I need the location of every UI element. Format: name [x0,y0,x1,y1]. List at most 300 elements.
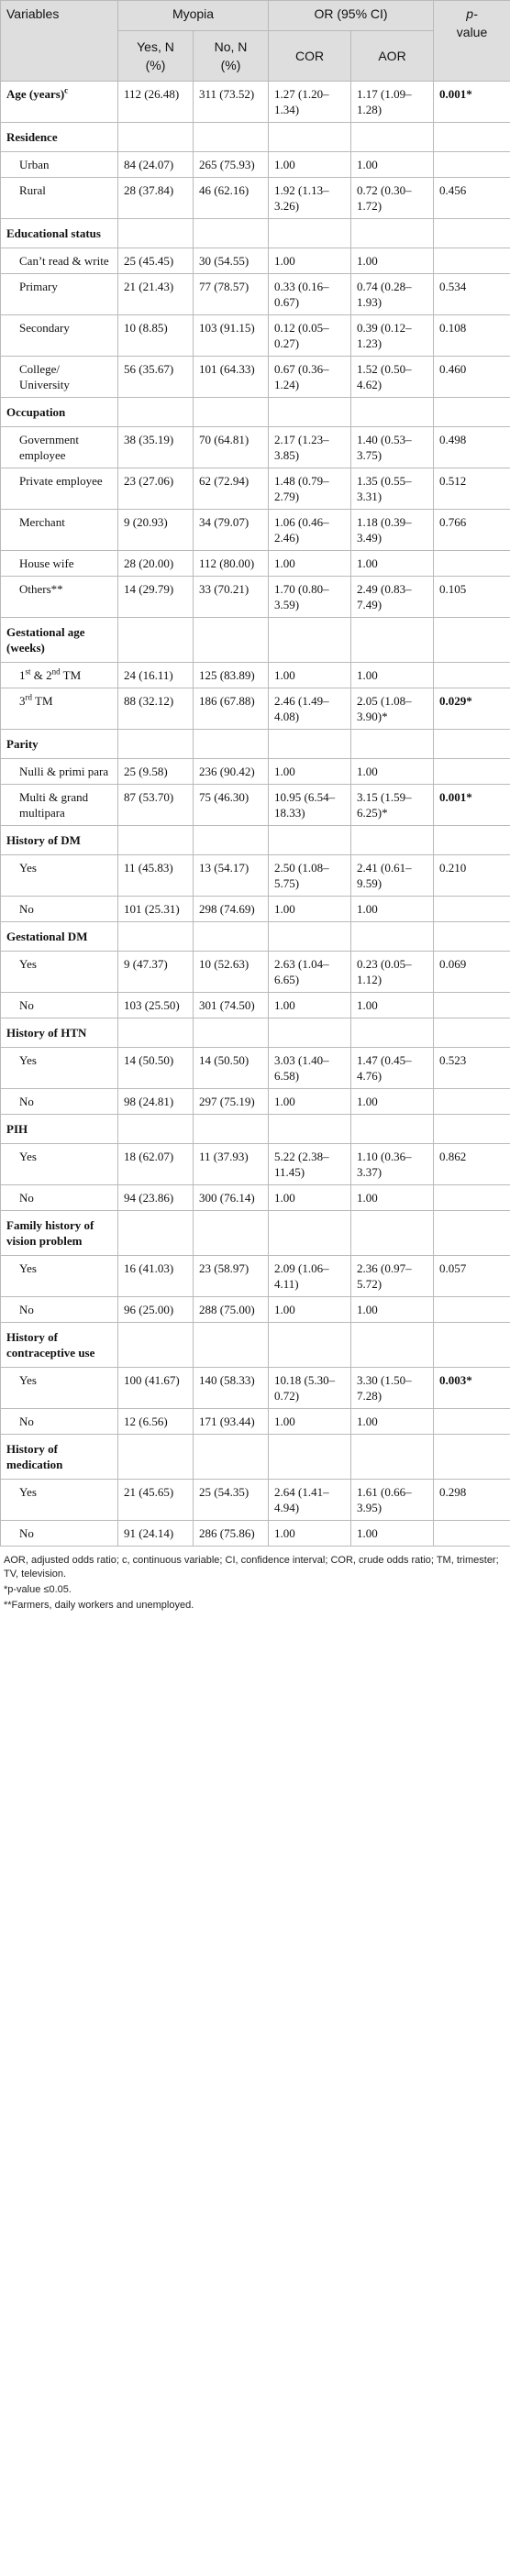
empty-cell [351,123,434,152]
variable-label: Urban [1,152,118,178]
myopia-no-value: 34 (79.07) [194,510,269,551]
variable-label: Yes [1,1368,118,1409]
table-row [1,468,510,510]
pvalue [434,1185,510,1211]
pvalue: 0.003* [434,1368,510,1409]
pvalue: 0.029* [434,688,510,730]
pvalue: 0.456 [434,178,510,219]
table-row [1,1521,510,1547]
ordinal-sup: nd [51,666,61,677]
table-category-row [1,398,510,427]
empty-cell [269,1018,351,1048]
cor-value: 1.06 (0.46–2.46) [269,510,351,551]
myopia-no-value: 288 (75.00) [194,1297,269,1323]
variable-label: No [1,1185,118,1211]
myopia-yes-value: 87 (53.70) [118,785,194,826]
table-row [1,357,510,398]
empty-cell [118,1018,194,1048]
pvalue: 0.298 [434,1480,510,1521]
empty-cell [434,1323,510,1368]
table-row [1,551,510,577]
myopia-no-value: 62 (72.94) [194,468,269,510]
category-label: Educational status [1,219,118,248]
category-label: History of HTN [1,1018,118,1048]
variable-label: College/ University [1,357,118,398]
myopia-yes-value: 14 (50.50) [118,1048,194,1089]
cor-value: 5.22 (2.38–11.45) [269,1144,351,1185]
pvalue [434,1409,510,1435]
table-row [1,855,510,897]
header-or-ci: OR (95% CI) [269,1,434,31]
myopia-yes-value: 23 (27.06) [118,468,194,510]
myopia-yes-value: 88 (32.12) [118,688,194,730]
category-label: Gestational DM [1,922,118,952]
table-category-row [1,219,510,248]
variable-label: Rural [1,178,118,219]
empty-cell [434,618,510,663]
cor-value: 1.00 [269,1297,351,1323]
cor-value: 1.00 [269,1089,351,1115]
myopia-yes-value: 112 (26.48) [118,82,194,123]
aor-value: 3.15 (1.59–6.25)* [351,785,434,826]
table-category-row [1,1211,510,1256]
category-label: Residence [1,123,118,152]
empty-cell [351,826,434,855]
variable-label: Multi & grand multipara [1,785,118,826]
table-row [1,993,510,1018]
myopia-no-value: 125 (83.89) [194,663,269,688]
aor-value: 2.05 (1.08–3.90)* [351,688,434,730]
variable-label: Yes [1,1048,118,1089]
empty-cell [351,1323,434,1368]
variable-label: No [1,1297,118,1323]
aor-value: 1.00 [351,248,434,274]
table-row [1,510,510,551]
pvalue: 0.210 [434,855,510,897]
myopia-yes-value: 25 (45.45) [118,248,194,274]
aor-value: 1.18 (0.39–3.49) [351,510,434,551]
myopia-no-value: 46 (62.16) [194,178,269,219]
aor-value: 1.00 [351,759,434,785]
cor-value: 2.09 (1.06–4.11) [269,1256,351,1297]
cor-value: 1.00 [269,248,351,274]
aor-value: 1.00 [351,1185,434,1211]
table-row [1,315,510,357]
myopia-no-value: 23 (58.97) [194,1256,269,1297]
myopia-no-value: 75 (46.30) [194,785,269,826]
empty-cell [269,1323,351,1368]
cor-value: 2.17 (1.23–3.85) [269,427,351,468]
table-row [1,1185,510,1211]
table-row [1,952,510,993]
variable-label: Government employee [1,427,118,468]
empty-cell [351,398,434,427]
myopia-yes-value: 101 (25.31) [118,897,194,922]
myopia-no-value: 11 (37.93) [194,1144,269,1185]
variable-label: No [1,993,118,1018]
header-pvalue [434,1,510,82]
empty-cell [269,219,351,248]
myopia-no-value: 286 (75.86) [194,1521,269,1547]
cor-value: 1.27 (1.20–1.34) [269,82,351,123]
table-row [1,1256,510,1297]
variable-label: Others** [1,577,118,618]
myopia-no-value: 311 (73.52) [194,82,269,123]
cor-value: 1.00 [269,663,351,688]
table-row [1,82,510,123]
variable-label: Yes [1,855,118,897]
empty-cell [351,730,434,759]
category-label: Parity [1,730,118,759]
myopia-no-value: 236 (90.42) [194,759,269,785]
cor-value: 1.00 [269,993,351,1018]
empty-cell [434,398,510,427]
myopia-no-value: 30 (54.55) [194,248,269,274]
aor-value: 3.30 (1.50–7.28) [351,1368,434,1409]
cor-value: 1.48 (0.79–2.79) [269,468,351,510]
myopia-yes-value: 21 (45.65) [118,1480,194,1521]
myopia-yes-value: 91 (24.14) [118,1521,194,1547]
empty-cell [118,123,194,152]
cor-value: 10.95 (6.54–18.33) [269,785,351,826]
aor-value: 1.00 [351,1089,434,1115]
pvalue: 0.105 [434,577,510,618]
category-label: History of DM [1,826,118,855]
aor-value: 1.52 (0.50–4.62) [351,357,434,398]
cor-value: 1.70 (0.80–3.59) [269,577,351,618]
empty-cell [194,618,269,663]
empty-cell [434,1211,510,1256]
myopia-no-value: 10 (52.63) [194,952,269,993]
empty-cell [351,1115,434,1144]
pvalue: 0.498 [434,427,510,468]
myopia-yes-value: 38 (35.19) [118,427,194,468]
table-row [1,688,510,730]
header-no-n [194,31,269,82]
table-category-row [1,1435,510,1480]
table-row [1,785,510,826]
pvalue [434,663,510,688]
table-row [1,1480,510,1521]
label-sup: c [64,85,69,95]
empty-cell [118,398,194,427]
aor-value: 1.00 [351,1521,434,1547]
variable-label: No [1,1521,118,1547]
myopia-no-value: 297 (75.19) [194,1089,269,1115]
cor-value: 3.03 (1.40–6.58) [269,1048,351,1089]
variable-label: No [1,897,118,922]
myopia-no-value: 140 (58.33) [194,1368,269,1409]
aor-value: 0.39 (0.12–1.23) [351,315,434,357]
empty-cell [351,922,434,952]
pvalue: 0.069 [434,952,510,993]
myopia-yes-value: 25 (9.58) [118,759,194,785]
empty-cell [434,123,510,152]
header-cor: COR [269,31,351,82]
table-category-row [1,618,510,663]
header-no-pct: (%) [220,58,241,72]
empty-cell [269,1435,351,1480]
myopia-yes-value: 12 (6.56) [118,1409,194,1435]
cor-value: 2.50 (1.08–5.75) [269,855,351,897]
empty-cell [194,1211,269,1256]
table-row [1,1368,510,1409]
aor-value: 1.40 (0.53–3.75) [351,427,434,468]
empty-cell [194,730,269,759]
aor-value: 1.00 [351,152,434,178]
myopia-no-value: 13 (54.17) [194,855,269,897]
header-myopia: Myopia [118,1,269,31]
table-category-row [1,826,510,855]
empty-cell [269,922,351,952]
myopia-yes-value: 28 (37.84) [118,178,194,219]
myopia-no-value: 171 (93.44) [194,1409,269,1435]
table-category-row [1,1323,510,1368]
myopia-yes-value: 98 (24.81) [118,1089,194,1115]
myopia-no-value: 112 (80.00) [194,551,269,577]
aor-value: 1.00 [351,663,434,688]
empty-cell [118,1323,194,1368]
myopia-yes-value: 10 (8.85) [118,315,194,357]
myopia-no-value: 301 (74.50) [194,993,269,1018]
empty-cell [351,1018,434,1048]
myopia-yes-value: 84 (24.07) [118,152,194,178]
empty-cell [118,730,194,759]
myopia-no-value: 298 (74.69) [194,897,269,922]
empty-cell [194,1323,269,1368]
pvalue [434,759,510,785]
table-body [1,82,510,1547]
aor-value: 2.49 (0.83–7.49) [351,577,434,618]
header-yes-pct: (%) [145,58,166,72]
table-row [1,427,510,468]
variable-label: Yes [1,952,118,993]
footnote: **Farmers, daily workers and unemployed. [4,1600,194,1611]
empty-cell [434,922,510,952]
aor-value: 1.00 [351,1297,434,1323]
variable-label: House wife [1,551,118,577]
empty-cell [194,1115,269,1144]
category-label: Gestational age (weeks) [1,618,118,663]
header-yes-n [118,31,194,82]
empty-cell [434,1435,510,1480]
variable-label: Merchant [1,510,118,551]
variable-label: No [1,1409,118,1435]
pvalue: 0.001* [434,785,510,826]
empty-cell [194,922,269,952]
category-label: PIH [1,1115,118,1144]
empty-cell [269,730,351,759]
myopia-no-value: 103 (91.15) [194,315,269,357]
aor-value: 0.74 (0.28–1.93) [351,274,434,315]
variable-label: Yes [1,1144,118,1185]
pvalue [434,1089,510,1115]
cor-value: 2.64 (1.41–4.94) [269,1480,351,1521]
empty-cell [351,618,434,663]
myopia-yes-value: 11 (45.83) [118,855,194,897]
header-yes-label: Yes, N [137,39,174,54]
empty-cell [194,123,269,152]
empty-cell [434,1018,510,1048]
empty-cell [118,922,194,952]
pvalue: 0.460 [434,357,510,398]
myopia-yes-value: 16 (41.03) [118,1256,194,1297]
myopia-no-value: 300 (76.14) [194,1185,269,1211]
pvalue [434,993,510,1018]
aor-value: 2.41 (0.61–9.59) [351,855,434,897]
variable-label: Age (years)$^c$ [1,82,118,123]
myopia-no-value: 25 (54.35) [194,1480,269,1521]
table-row [1,1409,510,1435]
empty-cell [194,826,269,855]
table-row [1,152,510,178]
cor-value: 10.18 (5.30–0.72) [269,1368,351,1409]
table-row [1,577,510,618]
aor-value: 0.72 (0.30–1.72) [351,178,434,219]
aor-value: 1.00 [351,551,434,577]
variable-label: 3rd TM [1,688,118,730]
empty-cell [434,1115,510,1144]
table-header [1,1,510,82]
pvalue: 0.766 [434,510,510,551]
cor-value: 1.00 [269,759,351,785]
empty-cell [434,826,510,855]
myopia-yes-value: 18 (62.07) [118,1144,194,1185]
empty-cell [269,1115,351,1144]
pvalue [434,1297,510,1323]
ordinal-sup: st [25,666,31,677]
empty-cell [118,1211,194,1256]
empty-cell [118,1435,194,1480]
table-row [1,274,510,315]
pvalue: 0.862 [434,1144,510,1185]
myopia-yes-value: 9 (47.37) [118,952,194,993]
empty-cell [269,618,351,663]
myopia-yes-value: 100 (41.67) [118,1368,194,1409]
cor-value: 1.00 [269,1409,351,1435]
myopia-yes-value: 21 (21.43) [118,274,194,315]
table-category-row [1,730,510,759]
aor-value: 1.10 (0.36–3.37) [351,1144,434,1185]
cor-value: 1.92 (1.13–3.26) [269,178,351,219]
myopia-yes-value: 96 (25.00) [118,1297,194,1323]
myopia-no-value: 77 (78.57) [194,274,269,315]
myopia-yes-value: 9 (20.93) [118,510,194,551]
empty-cell [434,730,510,759]
aor-value: 1.00 [351,993,434,1018]
footnote: *p-value ≤0.05. [4,1584,72,1595]
category-label: Occupation [1,398,118,427]
header-aor: AOR [351,31,434,82]
variable-label: Nulli & primi para [1,759,118,785]
empty-cell [118,826,194,855]
header-no-label: No, N [214,39,248,54]
myopia-yes-value: 28 (20.00) [118,551,194,577]
myopia-no-value: 70 (64.81) [194,427,269,468]
table-row [1,663,510,688]
pvalue [434,1521,510,1547]
cor-value: 1.00 [269,551,351,577]
empty-cell [351,1435,434,1480]
pvalue: 0.512 [434,468,510,510]
empty-cell [269,826,351,855]
aor-value: 2.36 (0.97–5.72) [351,1256,434,1297]
empty-cell [269,398,351,427]
header-pvalue-line2: value [456,25,488,39]
variable-label: Yes [1,1256,118,1297]
table-row [1,1089,510,1115]
empty-cell [434,219,510,248]
empty-cell [194,1435,269,1480]
pvalue [434,897,510,922]
aor-value: 0.23 (0.05–1.12) [351,952,434,993]
table-row [1,1144,510,1185]
header-pvalue-line1: p- [466,6,478,21]
aor-value: 1.17 (1.09–1.28) [351,82,434,123]
myopia-no-value: 186 (67.88) [194,688,269,730]
pvalue: 0.057 [434,1256,510,1297]
cor-value: 0.33 (0.16–0.67) [269,274,351,315]
variable-label: Can’t read & write [1,248,118,274]
table-row [1,1297,510,1323]
empty-cell [269,123,351,152]
myopia-yes-value: 14 (29.79) [118,577,194,618]
variable-label: 1st & 2nd TM [1,663,118,688]
myopia-no-value: 265 (75.93) [194,152,269,178]
cor-value: 0.67 (0.36–1.24) [269,357,351,398]
variable-label: Secondary [1,315,118,357]
table-footnotes [0,1547,510,1613]
category-label: History of contraceptive use [1,1323,118,1368]
category-label: Family history of vision problem [1,1211,118,1256]
footnote: AOR, adjusted odds ratio; c, continuous variable; CI, confidence interval; COR, crude odds ratio; TM, trimester; TV, television. [4,1555,499,1580]
pvalue [434,152,510,178]
cor-value: 1.00 [269,1521,351,1547]
cor-value: 1.00 [269,897,351,922]
myopia-no-value: 14 (50.50) [194,1048,269,1089]
empty-cell [351,219,434,248]
variable-label: Primary [1,274,118,315]
aor-value: 1.61 (0.66–3.95) [351,1480,434,1521]
empty-cell [194,219,269,248]
myopia-yes-value: 56 (35.67) [118,357,194,398]
empty-cell [194,1018,269,1048]
empty-cell [351,1211,434,1256]
empty-cell [118,219,194,248]
variable-label: No [1,1089,118,1115]
table-row [1,248,510,274]
empty-cell [194,398,269,427]
table-row [1,897,510,922]
variable-label: Yes [1,1480,118,1521]
pvalue: 0.534 [434,274,510,315]
pvalue: 0.108 [434,315,510,357]
table-category-row [1,1018,510,1048]
table-row [1,178,510,219]
variable-label: Private employee [1,468,118,510]
pvalue [434,551,510,577]
myopia-yes-value: 103 (25.50) [118,993,194,1018]
myopia-no-value: 101 (64.33) [194,357,269,398]
aor-value: 1.35 (0.55–3.31) [351,468,434,510]
aor-value: 1.47 (0.45–4.76) [351,1048,434,1089]
cor-value: 1.00 [269,1185,351,1211]
table-row [1,1048,510,1089]
myopia-no-value: 33 (70.21) [194,577,269,618]
cor-value: 1.00 [269,152,351,178]
cor-value: 2.63 (1.04–6.65) [269,952,351,993]
empty-cell [118,1115,194,1144]
